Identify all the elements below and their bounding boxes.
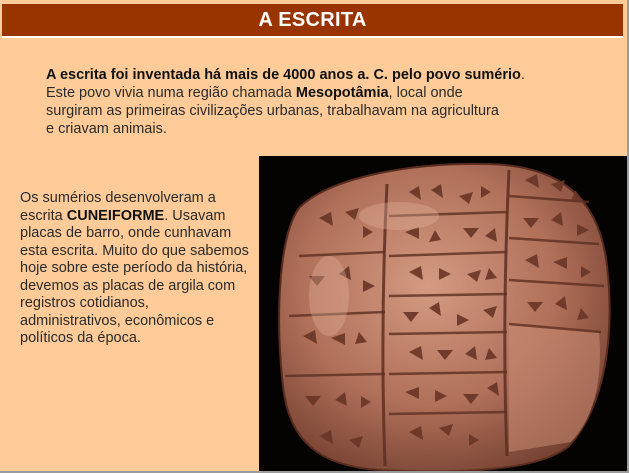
title-bar — [2, 4, 623, 38]
intro-line2-end: , local onde — [388, 85, 463, 101]
cuneiform-paragraph — [20, 190, 252, 348]
intro-line-1 — [46, 66, 586, 84]
cuneiform-term: CUNEIFORME — [66, 207, 165, 224]
intro-lead-end: . — [520, 67, 525, 83]
cuneiform-tablet-photo — [259, 156, 627, 471]
intro-line-4: e criavam animais. — [46, 121, 167, 137]
tablet-broken-face — [509, 324, 600, 452]
region-name: Mesopotâmia — [295, 85, 389, 101]
intro-line2-start: Este povo vivia numa região chamada — [46, 85, 296, 101]
slide-title: A ESCRITA — [258, 8, 367, 31]
side-text-part1: Os sumérios desenvolveram a escrita — [20, 190, 216, 224]
tablet-illustration — [259, 156, 627, 471]
side-text-part2: . Usavam placas de barro, onde cunhavam esta escrita. Muito do que sabemos hoje sobre este período da história, devemos as placas de argila com registros cotidianos, administrativos, econômicos e políticos da época. — [20, 207, 249, 346]
intro-lead-bold: A escrita foi inventada há mais de 4000 anos a. C. pelo povo sumério — [46, 67, 521, 83]
intro-line-2 — [46, 84, 586, 102]
intro-paragraph — [46, 66, 586, 138]
intro-line-3: surgiram as primeiras civilizações urbanas, trabalhavam na agricultura — [46, 103, 499, 119]
